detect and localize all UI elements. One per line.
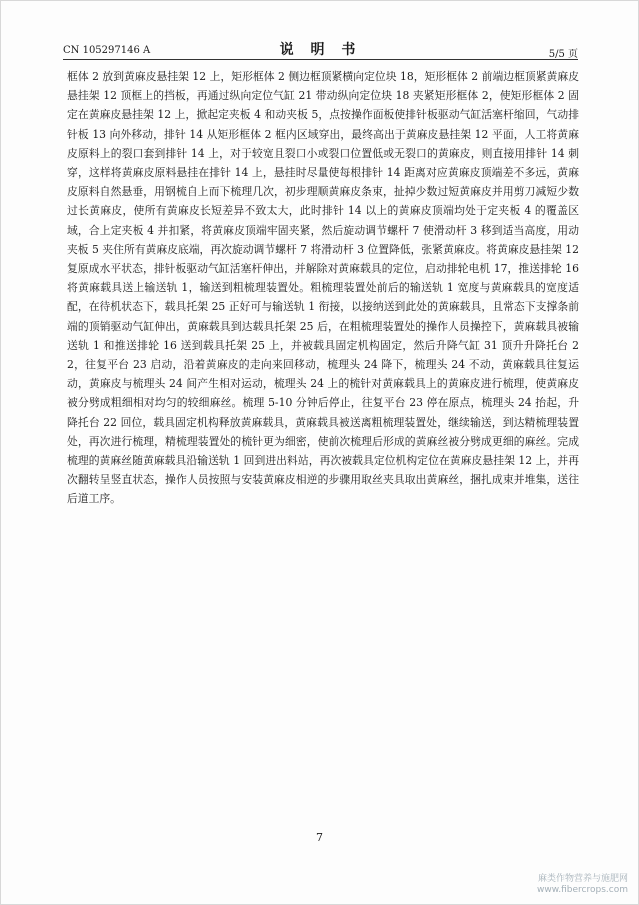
document-title: 说 明 书 (279, 42, 362, 58)
site-watermark (537, 874, 628, 896)
watermark-site-name: 麻类作物营养与施肥网 (537, 874, 628, 884)
header-rule (63, 59, 578, 60)
description-paragraph: 框体 2 放到黄麻皮悬挂架 12 上，矩形框体 2 侧边框顶紧横向定位块 18，矩形框体 2 前端边框顶紧黄麻皮悬挂架 12 顶框上的挡板，再通过纵向定位气缸 21 带动纵向定位块 18 夹紧矩形框体 2，使矩形框体 2 固定在黄麻皮悬挂架 12 上，掀起定夹板 4 和动夹板 5，点按操作面板使排针板驱动气缸活塞杆缩回，气动排针板 13 向外移动，排针 14 从矩形框体 2 框内区域穿出，最终高出于黄麻皮悬挂架 12 平面，人工将黄麻皮原料上的裂口套到排针 14 上，对于较宽且裂口小或裂口位置低或无裂口的黄麻皮，则直接用排针 14 刺穿，这样将黄麻皮原料悬挂在排针 14 上，悬挂时尽量使每根排针 14 距离对应黄麻皮顶端差不多远，黄麻皮原料自然悬垂，用钢梳自上而下梳理几次，初步理顺黄麻皮条束，扯掉少数过短黄麻皮并用剪刀减短少数过长黄麻皮，使所有黄麻皮长短差异不致太大，此时排针 14 以上的黄麻皮顶端均处于定夹板 4 的覆盖区域，合上定夹板 4 并扣紧，将黄麻皮顶端牢固夹紧，然后旋动调节螺杆 7 使滑动杆 3 移到适当高度，用动夹板 5 夹住所有黄麻皮底端，再次旋动调节螺杆 7 将滑动杆 3 位置降低，张紧黄麻皮。将黄麻皮悬挂架 12 复原成水平状态，排针板驱动气缸活塞杆伸出，并解除对黄麻载具的定位，启动排轮电机 17，推送排轮 16 将黄麻载具送上输送轨 1，输送到粗梳理装置处。粗梳理装置处前后的输送轨 1 宽度与黄麻载具的宽度适配，在待机状态下，载具托架 25 正好可与输送轨 1 衔接，以接纳送到此处的黄麻载具，且常态下支撑条前端的顶销驱动气缸伸出，黄麻载具到达载具托架 25 后，在粗梳理装置处的操作人员操控下，黄麻载具被输送轨 1 和推送排轮 16 送到载具托架 25 上，并被载具固定机构固定，然后升降气缸 31 顶升升降托台 22，往复平台 23 启动，沿着黄麻皮的走向来回移动，梳理头 24 降下，梳理头 24 不动，黄麻载具往复运动，黄麻皮与梳理头 24 间产生相对运动，梳理头 24 上的梳针对黄麻载具上的黄麻皮进行梳理，使黄麻皮被分劈成粗细相对均匀的较细麻丝。梳理 5-10 分钟后停止，往复平台 23 停在原点，梳理头 24 抬起，升降托台 22 回位，载具固定机构释放黄麻载具，黄麻载具被送离粗梳理装置处，继续输送，到达精梳理装置处，再次进行梳理，精梳理装置处的梳针更为细密，使前次梳理后形成的黄麻丝被分劈成更细的麻丝。完成梳理的黄麻丝随黄麻载具沿输送轨 1 回到进出料站，再次被载具定位机构定位在黄麻皮悬挂架 12 上，并再次翻转呈竖直状态，操作人员按照与安装黄麻皮相逆的步骤用取丝夹具取出黄麻丝，捆扎成束并堆集，送往后道工序。 (67, 70, 579, 506)
page-header (63, 35, 578, 59)
page-number: 7 (316, 831, 323, 844)
page-of-indicator: 5/5 页 (548, 49, 578, 60)
publication-number: CN 105297146 A (63, 45, 151, 56)
watermark-url: www.fibercrops.com (537, 885, 628, 895)
